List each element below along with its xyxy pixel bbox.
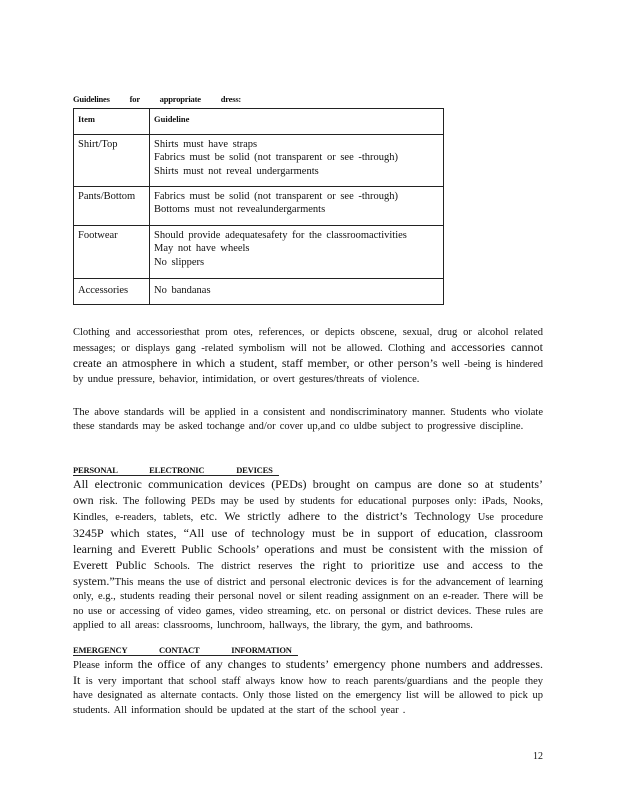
table-row: [74, 134, 444, 186]
paragraph-text: is very important that school staff always know how to reach parents/guardians and the people they have designated as alternate contacts. Only those listed on the emergency list will be allowed to pick up students. All information should be updated at the start of the school year .: [73, 676, 543, 716]
table-row: [74, 186, 444, 225]
guideline-line: No bandanas: [154, 284, 211, 296]
paragraph-text: Clothing and accessoriesthat prom otes, references, or depicts obscene, sexual, drug or alcohol related messages; or displays gang -related symbolism will not be allowed. Clothing and: [73, 327, 543, 355]
guideline-line: Bottoms must not revealundergarments: [154, 204, 326, 216]
paragraph-text: This means the use of district and personal electronic devices is for the advancement of learning only, e.g., students reading their personal novel or silent reading assignment on an e-reader. There will be no use or accessing of video games, video streaming, etc. on personal or district devices. These rules are applied to all areas: classrooms, lunchroom, hallways, the library, the gym, and bathrooms.: [73, 577, 543, 631]
guideline-line: May not have wheels: [154, 243, 250, 255]
paragraph-text: All electronic communication devices (PEDs) brought on campus are done so at students’ own: [73, 477, 543, 508]
guideline-line: Shirts must have straps: [154, 138, 258, 150]
table-cell-guideline: [150, 225, 444, 278]
table-cell-item: Pants/Bottom: [74, 186, 150, 225]
table-header-guideline: Guideline: [150, 109, 444, 135]
table-row: [74, 225, 444, 278]
paragraph-text: accessories cannot create an atmosphere in which a student, staff member, or other person’s: [73, 340, 543, 371]
table-header-row: [74, 109, 444, 135]
table-row: [74, 278, 444, 304]
table-cell-item: Accessories: [74, 278, 150, 304]
clothing-paragraph: [73, 326, 543, 387]
emergency-section-heading: EMERGENCY CONTACT INFORMATION: [73, 645, 298, 656]
guideline-line: No slippers: [154, 256, 205, 268]
ped-section-heading: PERSONAL ELECTRONIC DEVICES: [73, 465, 279, 476]
table-header-item: Item: [74, 109, 150, 135]
guideline-line: Fabrics must be solid (not transparent or see -through): [154, 190, 399, 202]
guideline-line: Fabrics must be solid (not transparent or see -through): [154, 152, 399, 164]
emergency-paragraph: [73, 657, 543, 718]
paragraph-text: the office of any changes to students’ emergency phone numbers and addresses. It: [73, 657, 544, 688]
paragraph-text: the right to prioritize use and access to the system.”: [73, 558, 543, 589]
paragraph-text: 3245P which states, “All use of technology must be in support of education, classroom learning and Everett Public Schools’ operations and must be consistent with the mission of Everett Public: [73, 525, 543, 573]
table-cell-guideline: [150, 278, 444, 304]
table-cell-guideline: [150, 186, 444, 225]
paragraph-text: etc. We strictly adhere to the district’s Technology: [200, 509, 471, 524]
table-cell-item: Footwear: [74, 225, 150, 278]
dress-guidelines-heading: Guidelines for appropriate dress:: [73, 94, 242, 104]
table-cell-item: Shirt/Top: [74, 134, 150, 186]
ped-paragraph: [73, 477, 543, 633]
paragraph-text: Please inform: [73, 660, 138, 671]
guideline-line: Should provide adequatesafety for the classroomactivities: [154, 229, 407, 241]
standards-paragraph: The above standards will be applied in a consistent and nondiscriminatory manner. Students who violate these standards may be asked tochange and/or cover up,and co uldbe subject to progressive discipline.: [73, 407, 543, 433]
dress-guidelines-table: [73, 108, 444, 305]
paragraph-text: well -being is hindered by undue pressure, behavior, intimidation, or overt gestures/threats of violence.: [73, 359, 544, 385]
guideline-line: Shirts must not reveal undergarments: [154, 165, 319, 177]
paragraph-text: Use procedure: [470, 512, 543, 524]
table-cell-guideline: [150, 134, 444, 186]
paragraph-text: Schools. The district reserves: [146, 561, 301, 573]
page-number: 12: [533, 751, 543, 762]
paragraph-text: risk. The following PEDs may be used by students for educational purposes only: iPads, Nooks, Kindles, e-readers, tablets,: [73, 496, 543, 524]
